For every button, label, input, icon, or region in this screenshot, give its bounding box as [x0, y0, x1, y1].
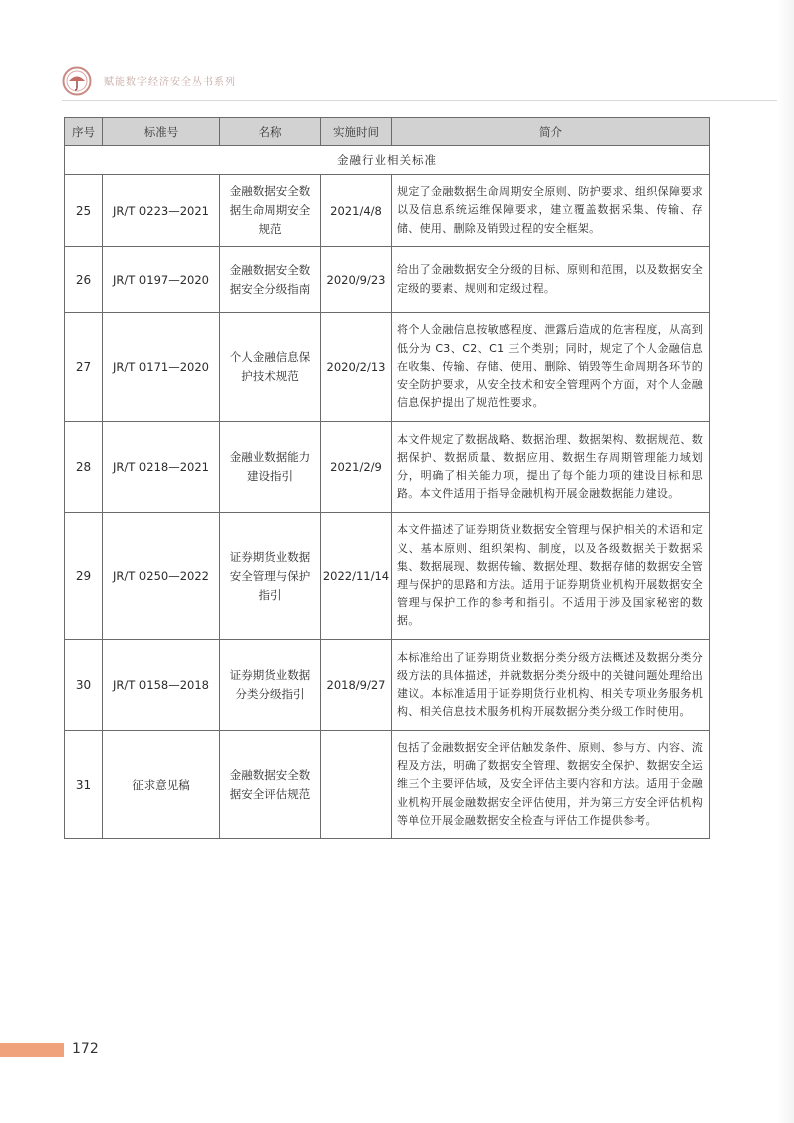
- standard-name: 金融数据安全数据生命周期安全规范: [220, 175, 321, 247]
- effective-date: 2020/2/13: [321, 313, 392, 422]
- standard-name: 金融数据安全数据安全评估规范: [220, 731, 321, 839]
- row-number: 31: [65, 731, 103, 839]
- page-number-accent-bar: [0, 1043, 64, 1057]
- table-row: [65, 175, 710, 247]
- running-header-title: 赋能数字经济安全丛书系列: [104, 77, 236, 88]
- effective-date: 2021/2/9: [321, 422, 392, 513]
- standard-summary: 规定了金融数据生命周期安全原则、防护要求、组织保障要求以及信息系统运维保障要求，建立覆盖数据采集、传输、存储、使用、删除及销毁过程的安全框架。: [392, 175, 710, 247]
- effective-date: 2022/11/14: [321, 513, 392, 640]
- page-number: 172: [72, 1041, 99, 1057]
- row-number: 28: [65, 422, 103, 513]
- table-header-row: [65, 118, 710, 146]
- column-header-no: 序号: [65, 118, 103, 146]
- column-header-code: 标准号: [103, 118, 220, 146]
- row-number: 27: [65, 313, 103, 422]
- effective-date: 2020/9/23: [321, 247, 392, 313]
- effective-date: [321, 731, 392, 839]
- standard-code: 征求意见稿: [103, 731, 220, 839]
- standard-code: JR/T 0158—2018: [103, 640, 220, 731]
- column-header-summary: 简介: [392, 118, 710, 146]
- effective-date: 2021/4/8: [321, 175, 392, 247]
- standard-name: 证券期货业数据安全管理与保护指引: [220, 513, 321, 640]
- table-row: [65, 640, 710, 731]
- standard-code: JR/T 0250—2022: [103, 513, 220, 640]
- standard-code: JR/T 0197—2020: [103, 247, 220, 313]
- row-number: 26: [65, 247, 103, 313]
- standard-summary: 包括了金融数据安全评估触发条件、原则、参与方、内容、流程及方法，明确了数据安全管理、数据安全保护、数据安全运维三个主要评估域，及安全评估主要内容和方法。适用于金融业机构开展金融数据安全评估使用，并为第三方安全评估机构等单位开展金融数据安全检查与评估工作提供参考。: [392, 731, 710, 839]
- standard-summary: 本文件描述了证券期货业数据安全管理与保护相关的术语和定义、基本原则、组织架构、制度，以及各级数据关于数据采集、数据展现、数据传输、数据处理、数据存储的数据安全管理与保护的思路和方法。适用于证券期货业机构开展数据安全管理与保护工作的参考和指引。不适用于涉及国家秘密的数据。: [392, 513, 710, 640]
- page-edge-shadow: [777, 0, 794, 1123]
- standard-code: JR/T 0218—2021: [103, 422, 220, 513]
- section-row: [65, 146, 710, 175]
- effective-date: 2018/9/27: [321, 640, 392, 731]
- standard-name: 证券期货业数据分类分级指引: [220, 640, 321, 731]
- standard-summary: 本文件规定了数据战略、数据治理、数据架构、数据规范、数据保护、数据质量、数据应用、数据生存周期管理能力域划分，明确了相关能力项，提出了每个能力项的建设目标和思路。本文件适用于指导金融机构开展金融数据能力建设。: [392, 422, 710, 513]
- column-header-name: 名称: [220, 118, 321, 146]
- running-header: [62, 64, 782, 100]
- header-divider: [62, 100, 782, 101]
- row-number: 29: [65, 513, 103, 640]
- table-row: [65, 422, 710, 513]
- section-title: 金融行业相关标准: [65, 146, 710, 175]
- standard-code: JR/T 0171—2020: [103, 313, 220, 422]
- table-row: [65, 247, 710, 313]
- table-row: [65, 313, 710, 422]
- table-row: [65, 731, 710, 839]
- row-number: 25: [65, 175, 103, 247]
- standard-summary: 给出了金融数据安全分级的目标、原则和范围，以及数据安全定级的要素、规则和定级过程。: [392, 247, 710, 313]
- table-row: [65, 513, 710, 640]
- standard-code: JR/T 0223—2021: [103, 175, 220, 247]
- row-number: 30: [65, 640, 103, 731]
- standards-table: [64, 117, 710, 839]
- umbrella-seal-icon: [62, 66, 92, 96]
- standard-name: 金融数据安全数据安全分级指南: [220, 247, 321, 313]
- column-header-date: 实施时间: [321, 118, 392, 146]
- standard-name: 金融业数据能力建设指引: [220, 422, 321, 513]
- standard-name: 个人金融信息保护技术规范: [220, 313, 321, 422]
- standard-summary: 将个人金融信息按敏感程度、泄露后造成的危害程度，从高到低分为 C3、C2、C1 三个类别；同时，规定了个人金融信息在收集、传输、存储、使用、删除、销毁等生命周期各环节的安全防护要求，从安全技术和安全管理两个方面，对个人金融信息保护提出了规范性要求。: [392, 313, 710, 422]
- standard-summary: 本标准给出了证券期货业数据分类分级方法概述及数据分类分级方法的具体描述，并就数据分类分级中的关键问题处理给出建议。本标准适用于证券期货行业机构、相关专项业务服务机构、相关信息技术服务机构开展数据分类分级工作时使用。: [392, 640, 710, 731]
